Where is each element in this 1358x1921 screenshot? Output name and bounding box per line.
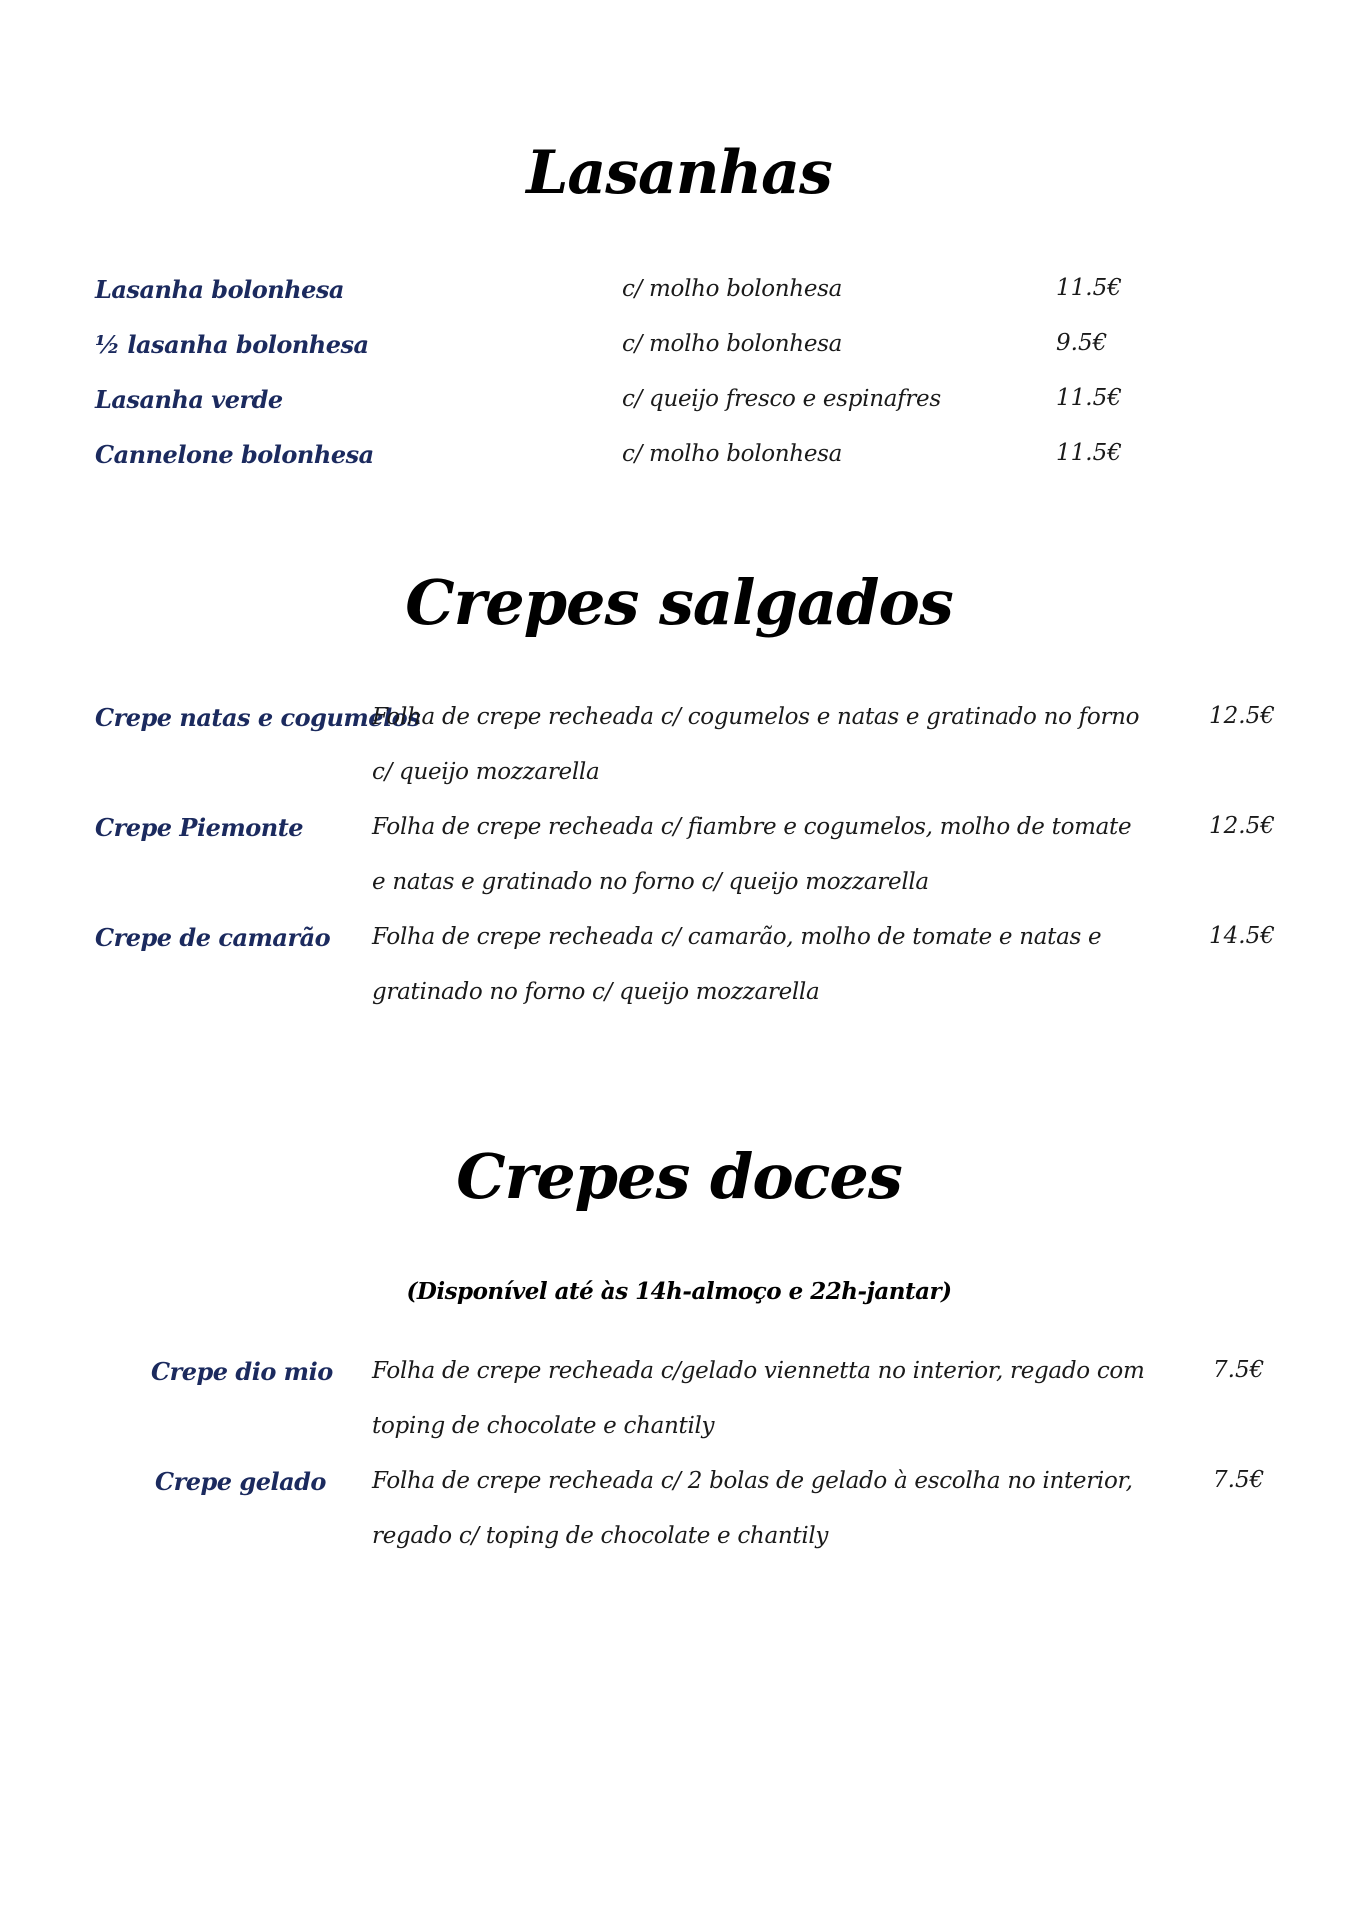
item-name: Cannelone bolonhesa (95, 440, 374, 469)
item-price: 12.5€ (1209, 813, 1275, 839)
item-description: c/ molho bolonhesa (622, 276, 843, 302)
item-description: c/ molho bolonhesa (622, 331, 843, 357)
item-description: Folha de crepe recheada c/gelado viennetta no interior, regado com toping de chocolate e chantily (372, 1358, 1145, 1439)
item-description: c/ molho bolonhesa (622, 441, 843, 467)
item-price: 12.5€ (1209, 703, 1275, 729)
item-name: Crepe de camarão (95, 923, 331, 952)
item-name: Crepe gelado (155, 1467, 326, 1496)
item-price: 11.5€ (1056, 440, 1122, 466)
item-price: 11.5€ (1056, 385, 1122, 411)
section-title-lasanhas: Lasanhas (526, 138, 832, 208)
item-price: 7.5€ (1213, 1467, 1265, 1493)
item-name: Crepe Piemonte (95, 813, 304, 842)
item-description: Folha de crepe recheada c/ camarão, molho de tomate e natas e gratinado no forno c/ queijo mozzarella (372, 924, 1102, 1005)
item-description: Folha de crepe recheada c/ 2 bolas de gelado à escolha no interior, regado c/ toping de chocolate e chantily (372, 1468, 1133, 1549)
item-name: Lasanha verde (95, 385, 283, 414)
section-title-crepes-doces: Crepes doces (456, 1140, 902, 1213)
item-description: Folha de crepe recheada c/ fiambre e cogumelos, molho de tomate e natas e gratinado no forno c/ queijo mozzarella (372, 814, 1132, 895)
section-subtitle-availability: (Disponível até às 14h-almoço e 22h-jantar) (406, 1278, 952, 1305)
item-name: ½ lasanha bolonhesa (95, 330, 369, 359)
item-price: 7.5€ (1213, 1357, 1265, 1383)
item-description: Folha de crepe recheada c/ cogumelos e natas e gratinado no forno c/ queijo mozzarella (372, 704, 1140, 785)
item-price: 11.5€ (1056, 275, 1122, 301)
item-name: Lasanha bolonhesa (95, 275, 344, 304)
item-description: c/ queijo fresco e espinafres (622, 386, 941, 412)
section-title-crepes-salgados: Crepes salgados (405, 566, 953, 639)
item-price: 9.5€ (1056, 330, 1108, 356)
item-name: Crepe natas e cogumelos (95, 703, 421, 732)
item-price: 14.5€ (1209, 923, 1275, 949)
item-name: Crepe dio mio (151, 1357, 333, 1386)
